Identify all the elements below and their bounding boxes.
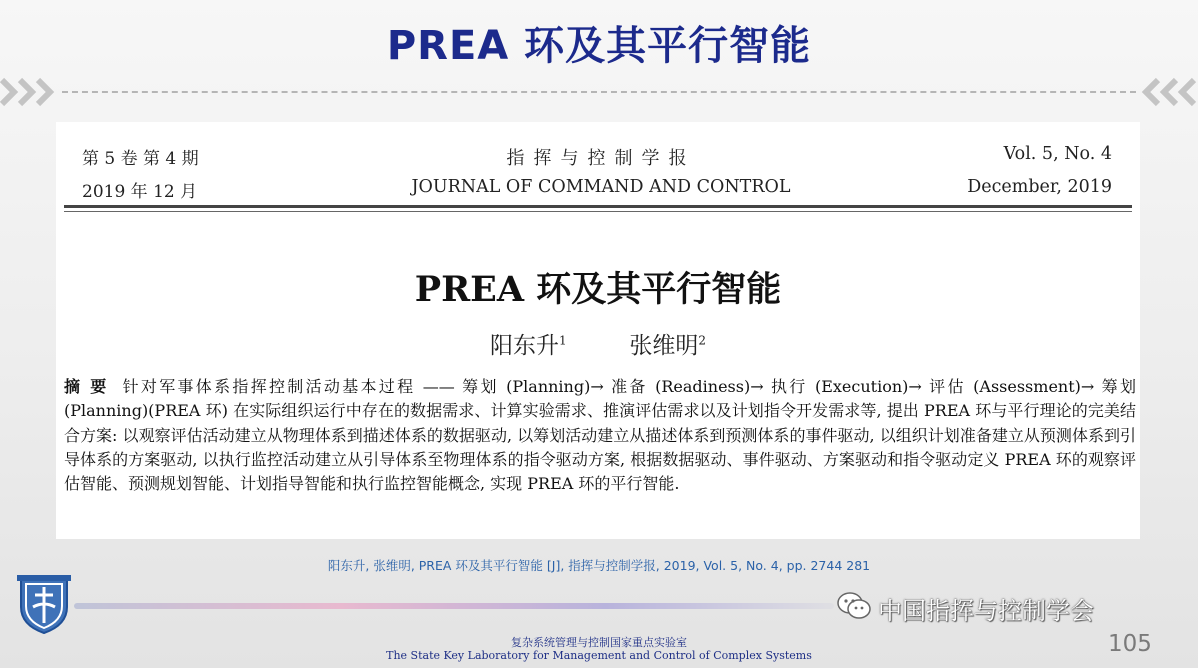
chevron-right-decor-icon: [0, 77, 64, 107]
author-name: 阳东升: [490, 333, 560, 359]
journal-name-en: JOURNAL OF COMMAND AND CONTROL: [411, 177, 791, 197]
journal-volume-en: Vol. 5, No. 4: [1003, 144, 1112, 164]
author-name: 张维明: [629, 333, 699, 359]
institute-shield-logo-icon: [15, 573, 73, 635]
abstract-label: 摘要: [64, 377, 117, 396]
journal-name-cn: 指挥与控制学报: [506, 148, 696, 169]
author-affiliation: 1: [559, 333, 567, 348]
header-rule-thin: [64, 211, 1132, 212]
paper-authors: [56, 327, 1140, 360]
abstract-text: 针对军事体系指挥控制活动基本过程 —— 筹划 (Planning)→ 准备 (Readiness)→ 执行 (Execution)→ 评估 (Assessment)→ 筹划 (Planning)(PREA 环) 在实际组织运行中存在的数据需求、计算实验需求、推演评估需求以及计划指令开发需求等, 提出 PREA 环与平行理论的完美结合方案: 以观察评估活动建立从物理体系到描述体系的数据驱动, 以筹划活动建立从描述体系到预测体系的事件驱动, 以组织计划准备建立从预测体系到引导体系的方案驱动, 以执行监控活动建立从引导体系至物理体系的指令驱动方案, 根据数据驱动、事件驱动、方案驱动和指令驱动定义 PREA 环的观察评估智能、预测规划智能、计划指导智能和执行监控智能概念, 实现 PREA 环的平行智能.: [64, 377, 1136, 494]
lab-name-cn: 复杂系统管理与控制国家重点实验室: [511, 636, 687, 649]
journal-volume-cn: 第 5 卷 第 4 期: [82, 149, 199, 169]
journal-date-en: December, 2019: [967, 177, 1112, 197]
citation: 阳东升, 张维明, PREA 环及其平行智能 [J], 指挥与控制学报, 2019, Vol. 5, No. 4, pp. 2744 281: [327, 558, 871, 573]
chevron-left-decor-icon: [1132, 77, 1196, 107]
abstract: [64, 375, 1136, 496]
page-number: 105: [1108, 631, 1152, 657]
wechat-watermark: 中国指挥与控制学会: [878, 597, 1094, 625]
wechat-icon: [836, 590, 872, 622]
author-affiliation: 2: [698, 333, 706, 348]
paper-excerpt: [56, 122, 1140, 539]
header-rule-thick: [64, 205, 1132, 208]
paper-title: PREA 环及其平行智能: [414, 269, 782, 310]
slide-title: PREA 环及其平行智能: [386, 23, 812, 69]
header-divider: [62, 91, 1136, 93]
lab-name-en: The State Key Laboratory for Management and Control of Complex Systems: [386, 649, 812, 662]
footer-divider: [74, 603, 834, 609]
journal-date-cn: 2019 年 12 月: [82, 182, 198, 202]
